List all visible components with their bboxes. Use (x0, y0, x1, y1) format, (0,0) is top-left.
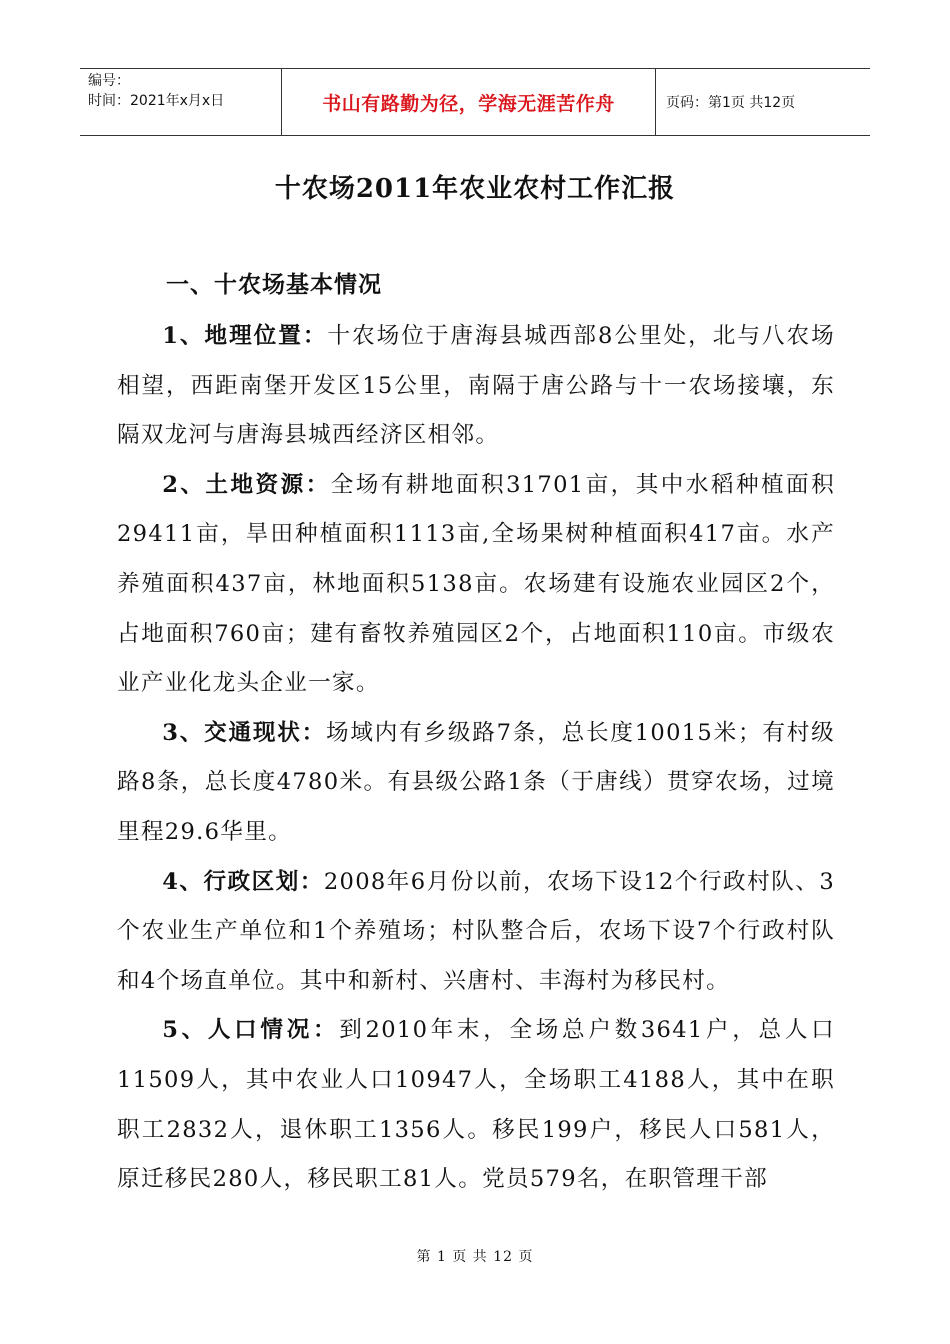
paragraph-label: 5、人口情况： (162, 1017, 340, 1044)
paragraph-label: 1、地理位置： (162, 323, 328, 349)
paragraph-location (117, 312, 835, 461)
header-motto-cell (282, 69, 656, 135)
header-meta (80, 69, 282, 135)
time-label: 时间：2021年x月x日 (88, 93, 225, 109)
paragraph-label: 3、交通现状： (162, 719, 326, 746)
document-body (117, 312, 835, 1205)
page-header (80, 68, 870, 136)
header-page-cell (656, 69, 870, 135)
header-page-label: 页码：第1页 共12页 (666, 95, 796, 111)
paragraph-population (117, 1006, 835, 1204)
serial-label: 编号： (88, 73, 130, 89)
document-title: 十农场2011年农业农村工作汇报 (274, 174, 676, 204)
paragraph-label: 2、土地资源： (162, 471, 331, 498)
paragraph-text: 全场有耕地面积31701亩，其中水稻种植面积29411亩，旱田种植面积1113亩,全场果树种植面积417亩。水产养殖面积437亩，林地面积5138亩。农场建有设施农业园区2个，占地面积760亩；建有畜牧养殖园区2个，占地面积110亩。市级农业产业化龙头企业一家。 (117, 471, 835, 697)
paragraph-text: 十农场位于唐海县城西部8公里处，北与八农场相望，西距南堡开发区15公里，南隔于唐公路与十一农场接壤，东隔双龙河与唐海县城西经济区相邻。 (117, 323, 835, 449)
page-footer: 第 1 页 共 12 页 (416, 1249, 534, 1265)
header-motto: 书山有路勤为径，学海无涯苦作舟 (322, 92, 615, 115)
paragraph-text: 场域内有乡级路7条，总长度10015米；有村级路8条，总长度4780米。有县级公路1条（于唐线）贯穿农场，过境里程29.6华里。 (117, 719, 835, 845)
paragraph-transport (117, 709, 835, 858)
paragraph-land-resources (117, 461, 835, 709)
paragraph-label: 4、行政区划： (162, 868, 324, 895)
paragraph-administration (117, 858, 835, 1007)
section-heading: 一、十农场基本情况 (166, 271, 382, 298)
paragraph-text: 到2010年末，全场总户数3641户，总人口11509人，其中农业人口10947人，全场职工4188人，其中在职职工2832人，退休职工1356人。移民199户，移民人口581人，原迁移民280人，移民职工81人。党员579名，在职管理干部 (117, 1017, 835, 1193)
paragraph-text: 2008年6月份以前，农场下设12个行政村队、3个农业生产单位和1个养殖场；村队整合后，农场下设7个行政村队和4个场直单位。其中和新村、兴唐村、丰海村为移民村。 (117, 868, 835, 994)
